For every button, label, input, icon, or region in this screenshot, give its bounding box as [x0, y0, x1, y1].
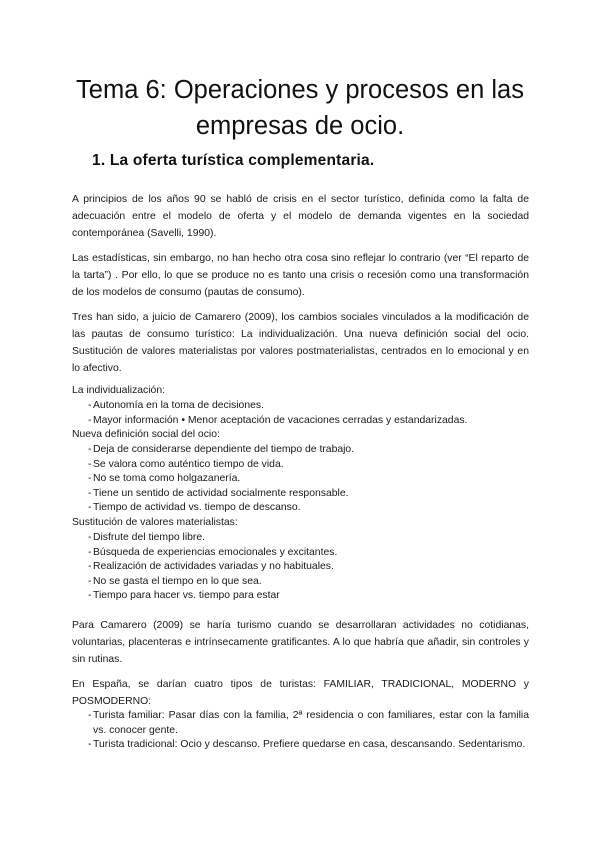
paragraph-crisis: A principios de los años 90 se habló de crisis en el sector turístico, definida como la falta de adecuación entre el modelo de oferta y el modelo de demanda vigentes en la sociedad contemporánea (Savelli, 1990).	[72, 194, 529, 239]
label-definicion-social: Nueva definición social del ocio:	[72, 429, 220, 440]
paragraph-camarero: Para Camarero (2009) se haría turismo cuando se desarrollaran actividades no cotidianas, voluntarias, placenteras e intrínsecamente gratificantes. A lo que habría que añadir, sin controles y sin rutinas.	[72, 620, 529, 665]
list-item: - Turista familiar: Pasar días con la familia, 2ª residencia o con familiares, estar con la familia vs. conocer gente.	[72, 709, 529, 738]
list-item: - Deja de considerarse dependiente del tiempo de trabajo.	[72, 443, 529, 458]
list-item: - Búsqueda de experiencias emocionales y excitantes.	[72, 546, 529, 561]
list-item: - No se gasta el tiempo en lo que sea.	[72, 575, 529, 590]
list-item: - Tiene un sentido de actividad socialmente responsable.	[72, 487, 529, 502]
list-item: - Tiempo para hacer vs. tiempo para estar	[72, 589, 529, 604]
label-sustitucion: Sustitución de valores materialistas:	[72, 517, 238, 528]
paragraph-cambios-sociales: Tres han sido, a juicio de Camarero (2009), los cambios sociales vinculados a la modificación de las pautas de consumo turístico: La individualización. Una nueva definición social del ocio. Sustitución de valores materialistas por valores postmaterialistas, centrados en lo emocional y en lo afectivo.	[72, 312, 529, 374]
paragraph-estadisticas: Las estadísticas, sin embargo, no han hecho otra cosa sino reflejar lo contrario (ver “El reparto de la tarta”) . Por ello, lo que se produce no es tanto una crisis o recesión como una transformación de los modelos de consumo (pautas de consumo).	[72, 253, 529, 298]
label-individualizacion: La individualización:	[72, 385, 165, 396]
list-item: - Autonomía en la toma de decisiones.	[72, 399, 529, 414]
list-item: - Turista tradicional: Ocio y descanso. Prefiere quedarse en casa, descansando. Sedentarismo.	[72, 738, 529, 753]
document-title: Tema 6: Operaciones y procesos en las empresas de ocio.	[76, 76, 524, 140]
list-sustitucion	[72, 531, 529, 604]
list-individualizacion	[72, 399, 529, 428]
paragraph-espana: En España, se darían cuatro tipos de turistas: FAMILIAR, TRADICIONAL, MODERNO y POSMODERNO:	[72, 679, 529, 707]
list-item: - Realización de actividades variadas y no habituales.	[72, 560, 529, 575]
list-item: - No se toma como holgazanería.	[72, 472, 529, 487]
list-definicion-social	[72, 443, 529, 516]
list-item: - Mayor información • Menor aceptación de vacaciones cerradas y estandarizadas.	[72, 414, 529, 429]
list-item: - Tiempo de actividad vs. tiempo de descanso.	[72, 501, 529, 516]
list-item: - Se valora como auténtico tiempo de vida.	[72, 458, 529, 473]
section-heading: 1. La oferta turística complementaria.	[92, 152, 375, 169]
list-item: - Disfrute del tiempo libre.	[72, 531, 529, 546]
list-tipos-turistas	[72, 709, 529, 753]
